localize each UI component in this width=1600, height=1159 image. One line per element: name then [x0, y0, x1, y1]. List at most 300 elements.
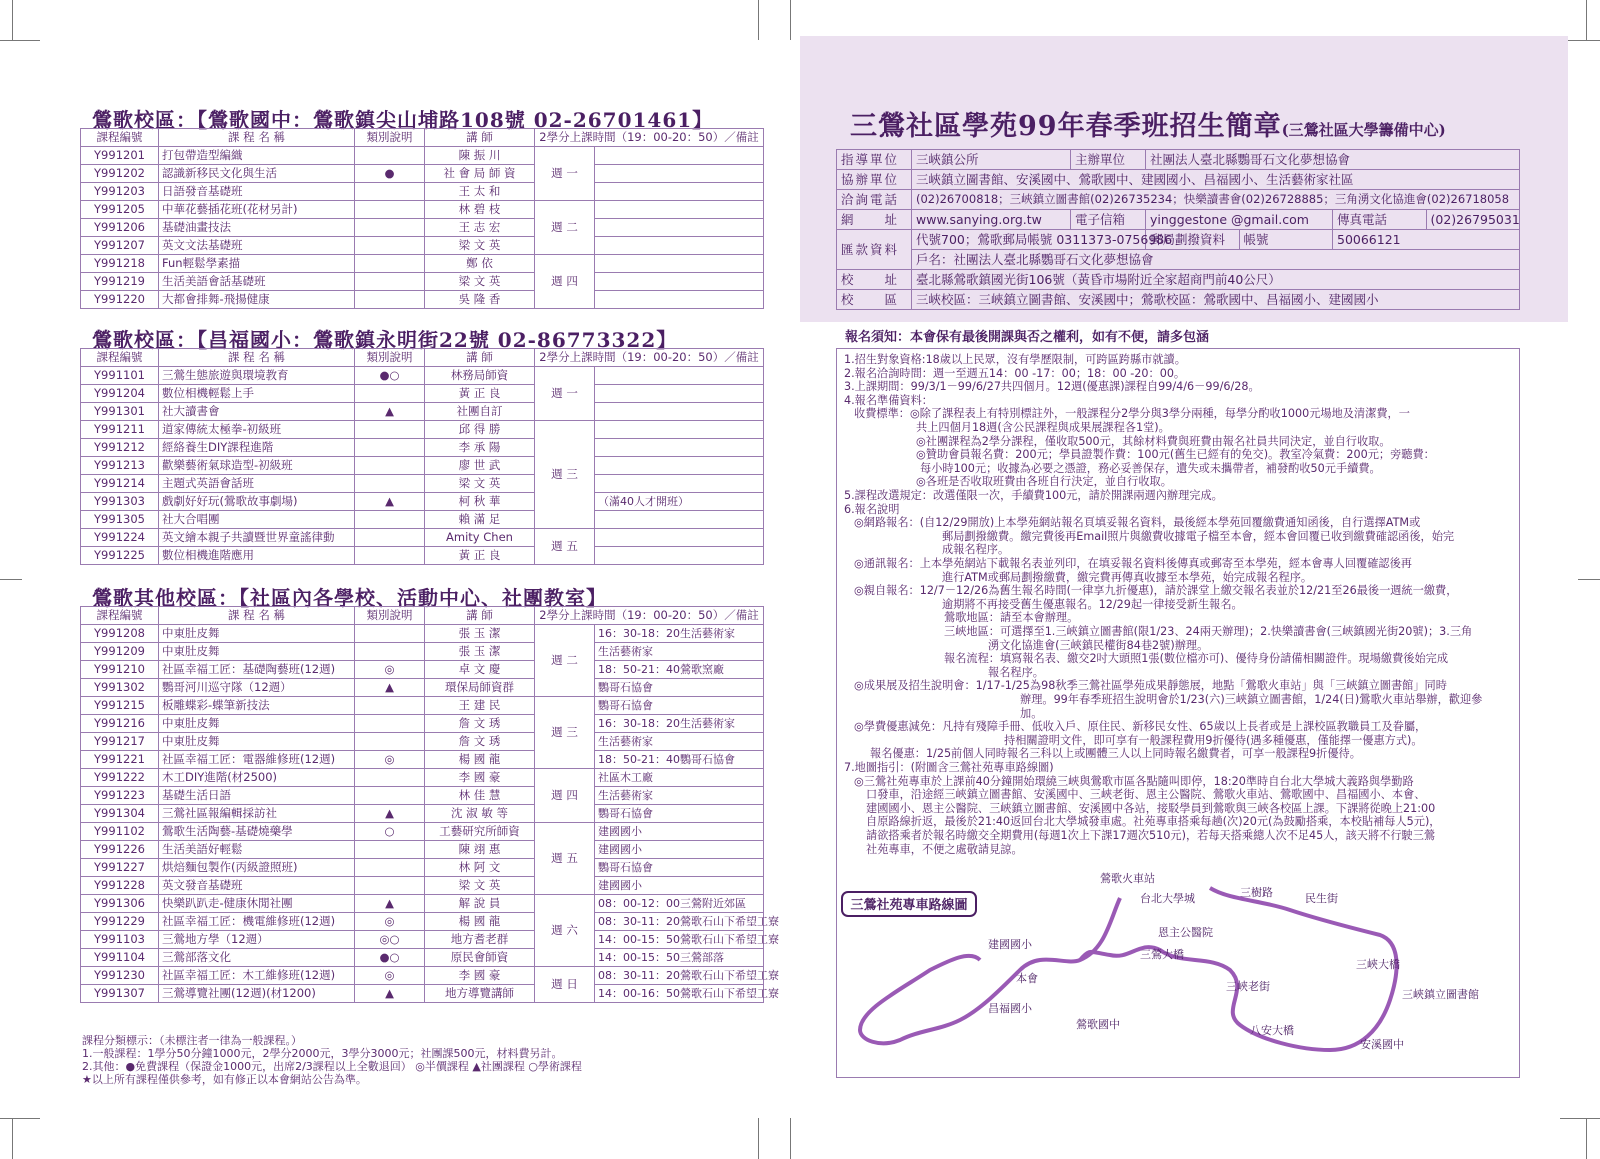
info-value: 臺北縣鶯歌鎮國光街106號（黃昏市場附近全家超商門前40公尺）: [912, 270, 1520, 290]
course-teacher: 李 國 豪: [425, 967, 535, 985]
table-row: [81, 511, 764, 529]
course-name: 生活美語會話基礎班: [159, 273, 355, 291]
course-table-changfu-elementary: [80, 348, 764, 565]
course-teacher: 王 太 和: [425, 183, 535, 201]
course-category: ●: [355, 165, 425, 183]
table-row: [81, 679, 764, 697]
course-teacher: 環保局師資群: [425, 679, 535, 697]
column-header: 類別說明: [355, 607, 425, 625]
table-row: [81, 165, 764, 183]
course-name: 戲劇好好玩(鶯歌故事劇場): [159, 493, 355, 511]
map-label: 本會: [1016, 972, 1038, 985]
course-teacher: 原民會師資: [425, 949, 535, 967]
section-title-other-campus: 鶯歌其他校區：【社區內各學校、活動中心、社團教室】: [92, 586, 607, 610]
course-name: 鸚哥河川巡守隊（12週）: [159, 679, 355, 697]
course-day: 週 三: [535, 697, 595, 769]
course-teacher: 卓 文 慶: [425, 661, 535, 679]
course-name: 木工DIY進階(材2500): [159, 769, 355, 787]
crop-mark: [1560, 1118, 1600, 1119]
table-row: [81, 841, 764, 859]
column-header: 2學分上課時間（19：00-20：50）／備註: [535, 349, 764, 367]
course-category: [355, 715, 425, 733]
course-note: [595, 385, 764, 403]
course-name: 中華花藝插花班(花材另計): [159, 201, 355, 219]
course-name: 打包帶造型編織: [159, 147, 355, 165]
course-name: 道家傳統太極拳-初級班: [159, 421, 355, 439]
course-table-yingge-junior-high: [80, 128, 764, 309]
table-row: [81, 859, 764, 877]
course-category: [355, 385, 425, 403]
course-note: 14：00-15：50鶯歌石山下希望工寮: [595, 931, 764, 949]
notice-line: ◎網路報名：(自12/29開放)上本學苑網站報名頁填妥報名資料，最後經本學苑回覆繳費通知函後，自行選擇ATM或: [854, 516, 1421, 530]
course-note: 建國國小: [595, 877, 764, 895]
map-label: 三峽老街: [1226, 980, 1270, 993]
notice-line: 建國國小、恩主公醫院、三峽鎮立圖書館、安溪國中各站，接駁學員到鶯歌與三峽各校區上課。下課將從晚上21:00: [866, 801, 1436, 815]
course-code: Y991303: [81, 493, 159, 511]
notice-line: 郵局劃撥繳費。繳完費後再Email照片與繳費收據電子檔至本會，經本會回覆已收到繳費確認函後，始完: [942, 529, 1455, 543]
map-label: 三峽鎮立圖書館: [1402, 988, 1479, 1001]
crop-mark: [12, 1118, 13, 1159]
course-code: Y991227: [81, 859, 159, 877]
course-name: 三鶯部落文化: [159, 949, 355, 967]
course-teacher: 鄭 依: [425, 255, 535, 273]
table-row: [81, 895, 764, 913]
course-name: 三鶯導覽社團(12週)(材1200): [159, 985, 355, 1003]
course-teacher: 陳 翊 惠: [425, 841, 535, 859]
course-name: 主題式英語會話班: [159, 475, 355, 493]
course-category: [355, 625, 425, 643]
course-name: 大都會排舞-飛揚健康: [159, 291, 355, 309]
course-teacher: 林 碧 枝: [425, 201, 535, 219]
crop-mark: [1578, 579, 1600, 580]
info-label: 主辦單位: [1071, 150, 1146, 170]
course-code: Y991103: [81, 931, 159, 949]
route-line: [1080, 888, 1397, 1050]
course-note: [595, 237, 764, 255]
course-teacher: 李 承 陽: [425, 439, 535, 457]
crop-mark: [758, 1118, 759, 1159]
table-row: [81, 291, 764, 309]
table-row: [81, 787, 764, 805]
course-note: 生活藝術家: [595, 787, 764, 805]
course-category: ▲: [355, 403, 425, 421]
course-category: [355, 697, 425, 715]
course-teacher: 社團自訂: [425, 403, 535, 421]
info-value: 三峽鎮立圖書館、安溪國中、鶯歌國中、建國國小、昌福國小、生活藝術家社區: [912, 170, 1520, 190]
course-code: Y991207: [81, 237, 159, 255]
course-teacher: 柯 秋 華: [425, 493, 535, 511]
course-code: Y991205: [81, 201, 159, 219]
course-code: Y991223: [81, 787, 159, 805]
course-category: [355, 733, 425, 751]
course-code: Y991305: [81, 511, 159, 529]
course-name: 中東肚皮舞: [159, 643, 355, 661]
course-category: [355, 183, 425, 201]
course-note: [595, 547, 764, 565]
table-row: [81, 661, 764, 679]
map-label: 三樹路: [1240, 886, 1273, 899]
footnote: 2.其他：●免費課程（保證金1000元，出席2/3課程以上全數退回） ◎半價課程 ▲社團課程 ○學術課程: [82, 1060, 582, 1073]
column-header: 課 程 名 稱: [159, 607, 355, 625]
column-header: 課程編號: [81, 349, 159, 367]
course-day: 週 三: [535, 421, 595, 529]
course-teacher: 梁 文 英: [425, 475, 535, 493]
notice-line: 2.報名洽詢時間：週一至週五14：00 -17：00；18：00 -20：00。: [844, 366, 1186, 380]
course-note: 建國國小: [595, 823, 764, 841]
course-code: Y991229: [81, 913, 159, 931]
course-code: Y991306: [81, 895, 159, 913]
course-name: 快樂趴趴走-健康休閒社團: [159, 895, 355, 913]
course-note: 生活藝術家: [595, 643, 764, 661]
course-note: [595, 165, 764, 183]
course-category: ▲: [355, 493, 425, 511]
course-note: [595, 439, 764, 457]
course-code: Y991218: [81, 255, 159, 273]
table-row: [81, 255, 764, 273]
info-table: [836, 149, 1520, 310]
course-name: Fun輕鬆學素描: [159, 255, 355, 273]
notice-line: 每小時100元；收據為必要之憑證，務必妥善保存，遺失或未攜帶者，補發酌收50元手續費。: [920, 461, 1381, 475]
course-code: Y991210: [81, 661, 159, 679]
table-row: [81, 385, 764, 403]
course-teacher: 林 佳 慧: [425, 787, 535, 805]
table-row: [81, 751, 764, 769]
course-note: [595, 457, 764, 475]
column-header: 課 程 名 稱: [159, 349, 355, 367]
notice-line: 加。: [1020, 706, 1043, 720]
course-name: 英文發音基礎班: [159, 877, 355, 895]
notice-line: 報名程序。: [988, 665, 1044, 679]
course-note: 14：00-16：50鶯歌石山下希望工寮: [595, 985, 764, 1003]
crop-mark: [790, 0, 791, 40]
notice-heading: 報名須知：本會保有最後開課與否之權利，如有不便，請多包涵: [845, 330, 1210, 345]
course-code: Y991213: [81, 457, 159, 475]
course-teacher: 林務局師資: [425, 367, 535, 385]
notice-line: ◎贊助會員報名費：200元；學員證製作費：100元(舊生已經有的免交)。教室冷氣費：200元；旁聽費：: [916, 448, 1435, 462]
course-code: Y991202: [81, 165, 159, 183]
crop-mark: [0, 1118, 40, 1119]
course-code: Y991104: [81, 949, 159, 967]
course-name: 英文繪本親子共讀暨世界童謠律動: [159, 529, 355, 547]
course-category: [355, 219, 425, 237]
notice-line: ◎親自報名：12/7－12/26為舊生報名時間(一律享九折優惠)，請於課堂上繳交報名表並於12/21至26最後一週統一繳費，: [854, 584, 1458, 598]
course-note: （滿40人才開班）: [595, 493, 764, 511]
course-day: 週 日: [535, 967, 595, 1003]
course-code: Y991222: [81, 769, 159, 787]
course-code: Y991301: [81, 403, 159, 421]
table-row: [81, 733, 764, 751]
map-label: 昌福國小: [988, 1002, 1032, 1015]
course-name: 三鶯生態旅遊與環境教育: [159, 367, 355, 385]
course-category: [355, 643, 425, 661]
course-category: ◎: [355, 913, 425, 931]
course-day: 週 四: [535, 255, 595, 309]
map-title: 三鶯社苑專車路線圖: [850, 898, 968, 913]
notice-line: 逾期將不再接受舊生優惠報名。12/29起一律接受新生報名。: [942, 597, 1243, 611]
course-teacher: 廖 世 武: [425, 457, 535, 475]
map-label: 台北大學城: [1140, 892, 1195, 905]
course-day: 週 二: [535, 625, 595, 697]
course-category: [355, 147, 425, 165]
course-name: 數位相機進階應用: [159, 547, 355, 565]
map-label: 恩主公醫院: [1158, 926, 1213, 939]
course-note: 生活藝術家: [595, 733, 764, 751]
map-label: 鶯歌火車站: [1100, 872, 1155, 885]
table-row: [81, 475, 764, 493]
map-label: 三峽大橋: [1356, 958, 1400, 971]
course-teacher: 楊 國 龍: [425, 913, 535, 931]
notice-line: 3.上課期間：99/3/1－99/6/27共四個月。12週(優惠課)課程自99/4/6－99/6/28。: [844, 380, 1260, 394]
course-code: Y991211: [81, 421, 159, 439]
course-category: [355, 201, 425, 219]
course-teacher: 邱 得 勝: [425, 421, 535, 439]
map-label: 建國國小: [988, 938, 1032, 951]
crop-mark: [0, 40, 40, 41]
course-note: 08：00-12：00三鶯附近郊區: [595, 895, 764, 913]
course-teacher: 王 建 民: [425, 697, 535, 715]
column-header: 2學分上課時間（19：00-20：50）／備註: [535, 607, 764, 625]
course-code: Y991307: [81, 985, 159, 1003]
table-row: [81, 457, 764, 475]
column-header: 課程編號: [81, 607, 159, 625]
email-address[interactable]: yinggestone @gmail.com: [1146, 210, 1333, 230]
course-name: 板雕蝶彩-蝶筆新技法: [159, 697, 355, 715]
course-note: [595, 511, 764, 529]
course-note: [595, 219, 764, 237]
course-code: Y991209: [81, 643, 159, 661]
course-code: Y991214: [81, 475, 159, 493]
section-title-changfu-elementary: 鶯歌校區：【昌福國小：鶯歌鎮永明街22號 02-86773322】: [92, 328, 678, 352]
notice-line: 1.招生對象資格:18歲以上民眾，沒有學歷限制，可跨區跨縣市就讀。: [844, 353, 1186, 366]
course-teacher: 楊 國 龍: [425, 751, 535, 769]
course-code: Y991224: [81, 529, 159, 547]
course-category: ▲: [355, 805, 425, 823]
course-name: 基礎生活日語: [159, 787, 355, 805]
info-value: 三峽校區：三峽鎮立圖書館、安溪國中；鶯歌校區：鶯歌國中、昌福國小、建國國小: [912, 290, 1520, 310]
course-note: 鸚哥石協會: [595, 679, 764, 697]
info-value: (02)26700818；三峽鎮立圖書館(02)26735234；快樂讀書會(02)26728885；三角湧文化協進會(02)26718058: [912, 190, 1520, 210]
website-url[interactable]: www.sanying.org.tw: [912, 210, 1071, 230]
course-note: 鸚哥石協會: [595, 859, 764, 877]
table-row: [81, 237, 764, 255]
course-category: ●○: [355, 367, 425, 385]
notice-line: 報名流程：填寫報名表、繳交2吋大頭照1張(數位檔亦可)、優待身份請備相關證件。現場繳費後始完成: [944, 652, 1449, 666]
table-row: [81, 967, 764, 985]
table-row: [81, 715, 764, 733]
notice-line: 自原路線折返，最後於21:40返回台北大學城發車處。社苑專車搭乘每趟(次)20元(為鼓勵搭乘，本校貼補每人5元)，: [866, 815, 1441, 829]
course-teacher: 陳 振 川: [425, 147, 535, 165]
course-note: [595, 183, 764, 201]
course-note: [595, 255, 764, 273]
table-row: [81, 805, 764, 823]
bus-route-map: [840, 872, 1516, 1072]
course-name: 社大讀書會: [159, 403, 355, 421]
table-row: [81, 643, 764, 661]
course-name: 鶯歌生活陶藝-基礎燒藥學: [159, 823, 355, 841]
notice-line: 7.地圖指引：(附圖含三鶯社苑專車路線圖): [844, 761, 1054, 774]
course-category: ●○: [355, 949, 425, 967]
table-row: [81, 547, 764, 565]
course-category: [355, 787, 425, 805]
info-label: 校 區: [837, 290, 912, 310]
notice-line: 進行ATM或郵局劃撥繳費，繳完費再傳真收據至本學苑，始完成報名程序。: [942, 570, 1313, 584]
crop-mark: [790, 1118, 791, 1159]
notice-line: 湧文化協進會(三峽鎮民權街84巷2號)辦理。: [988, 638, 1209, 652]
course-category: ◎: [355, 751, 425, 769]
table-row: [81, 147, 764, 165]
course-name: 歡樂藝術氣球造型-初級班: [159, 457, 355, 475]
course-name: 社區幸福工匠：木工維修班(12週): [159, 967, 355, 985]
notice-line: 收費標準：◎除了課程表上有特別標註外，一般課程分2學分與3學分兩種，每學分酌收1000元場地及清潔費，一: [854, 407, 1410, 421]
course-note: 08：30-11：20鶯歌石山下希望工寮: [595, 913, 764, 931]
course-teacher: 李 國 豪: [425, 769, 535, 787]
course-name: 生活美語好輕鬆: [159, 841, 355, 859]
course-teacher: 工藝研究所師資: [425, 823, 535, 841]
notice-line: ◎學費優惠減免：凡持有殘障手冊、低收入戶、原住民、新移民女性、65歲以上長者或是上課校區教職員工及眷屬，: [854, 720, 1427, 734]
course-teacher: 詹 文 琇: [425, 715, 535, 733]
course-teacher: 沈 淑 敏 等: [425, 805, 535, 823]
course-name: 經絡養生DIY課程進階: [159, 439, 355, 457]
table-row: [81, 219, 764, 237]
footnote: 1.一般課程：1學分50分鐘1000元，2學分2000元，3學分3000元；社團課500元，材料費另計。: [82, 1047, 563, 1060]
info-value: 三峽鎮公所: [912, 150, 1071, 170]
main-subtitle: (三鶯社區大學籌備中心): [1281, 121, 1446, 139]
table-row: [81, 949, 764, 967]
course-teacher: 賴 滿 足: [425, 511, 535, 529]
course-category: [355, 255, 425, 273]
notice-line: 報名優惠：1/25前個人同時報名三科以上或團體三人以上同時報名繳費者，可享一般課程9折優待。: [870, 747, 1361, 761]
table-row: [81, 931, 764, 949]
notice-line: 成報名程序。: [942, 543, 1010, 557]
course-code: Y991203: [81, 183, 159, 201]
course-note: [595, 147, 764, 165]
course-name: 社區幸福工匠：基礎陶藝班(12週): [159, 661, 355, 679]
notice-line: 持相關證明文件，即可享有一般課程費用9折優待(遇多種優惠，僅能擇一優惠方式)。: [1004, 733, 1423, 747]
course-category: [355, 859, 425, 877]
course-code: Y991304: [81, 805, 159, 823]
notice-line: 共上四個月18週(含公民課程與成果展課程各1堂)。: [916, 421, 1170, 434]
course-name: 中東肚皮舞: [159, 733, 355, 751]
info-label: 帳號: [1239, 230, 1333, 250]
course-teacher: 張 玉 潔: [425, 625, 535, 643]
course-teacher: 黃 正 良: [425, 385, 535, 403]
column-header: 類別說明: [355, 129, 425, 147]
course-note: 鸚哥石協會: [595, 805, 764, 823]
map-label: 三鶯大橋: [1140, 948, 1184, 961]
course-name: 英文文法基礎班: [159, 237, 355, 255]
table-row: [81, 439, 764, 457]
table-row: [81, 273, 764, 291]
table-row: [81, 493, 764, 511]
course-name: 中東肚皮舞: [159, 625, 355, 643]
course-code: Y991226: [81, 841, 159, 859]
course-category: [355, 547, 425, 565]
table-row: [81, 625, 764, 643]
course-teacher: 王 志 宏: [425, 219, 535, 237]
course-day: 週 一: [535, 367, 595, 421]
course-teacher: 社 會 局 師 資: [425, 165, 535, 183]
course-category: [355, 237, 425, 255]
course-teacher: 詹 文 琇: [425, 733, 535, 751]
course-category: [355, 877, 425, 895]
notice-line: 4.報名準備資料：: [844, 393, 933, 407]
course-teacher: 張 玉 潔: [425, 643, 535, 661]
info-value: 戶名：社團法人臺北縣鸚哥石文化夢想協會: [912, 250, 1520, 270]
crop-mark: [0, 579, 22, 580]
course-name: 基礎油畫技法: [159, 219, 355, 237]
table-row: [81, 421, 764, 439]
notice-line: 6.報名說明: [844, 502, 900, 516]
course-name: 社大合唱團: [159, 511, 355, 529]
course-teacher: 地方導覽講師: [425, 985, 535, 1003]
course-code: Y991217: [81, 733, 159, 751]
course-name: 數位相機輕鬆上手: [159, 385, 355, 403]
notice-line: 辦理。99年春季班招生說明會於1/23(六)三峽鎮立圖書館，1/24(日)鶯歌火車站舉辦，歡迎參: [1020, 693, 1483, 706]
course-category: ◎: [355, 661, 425, 679]
main-title: 三鶯社區學苑99年春季班招生簡章: [850, 111, 1282, 142]
course-category: [355, 273, 425, 291]
course-note: [595, 367, 764, 385]
table-row: [81, 183, 764, 201]
course-note: 08：30-11：20鶯歌石山下希望工寮: [595, 967, 764, 985]
table-row: [81, 823, 764, 841]
course-code: Y991219: [81, 273, 159, 291]
info-label: 校 址: [837, 270, 912, 290]
course-name: 社區幸福工匠：機電維修班(12週): [159, 913, 355, 931]
notice-line: 5.課程改選規定：改選僅限一次，手續費100元，請於開課兩週內辦理完成。: [844, 489, 1223, 502]
notice-line: ◎各班是否收取班費由各班自行決定，並自行收取。: [916, 475, 1172, 489]
course-day: 週 六: [535, 895, 595, 967]
course-name: 三鶯社區報編輯採訪社: [159, 805, 355, 823]
course-code: Y991102: [81, 823, 159, 841]
crop-mark: [758, 0, 759, 40]
course-teacher: 黃 正 良: [425, 547, 535, 565]
course-code: Y991215: [81, 697, 159, 715]
notice-line: 請欲搭乘者於報名時繳交全期費用(每週1次上下課17週次510元)，若每天搭乘總人次不足45人，該天將不行駛三鶯: [866, 829, 1436, 842]
course-code: Y991101: [81, 367, 159, 385]
column-header: 講 師: [425, 349, 535, 367]
column-header: 講 師: [425, 129, 535, 147]
course-name: 三鶯地方學（12週）: [159, 931, 355, 949]
crop-mark: [12, 0, 13, 40]
map-label: 鶯歌國中: [1076, 1018, 1120, 1031]
course-code: Y991225: [81, 547, 159, 565]
notice-line: ◎社團課程為2學分課程，僅收取500元，其餘材料費與班費由報名社員共同決定，並自行收取。: [916, 434, 1391, 448]
course-category: ◎○: [355, 931, 425, 949]
info-label: 電子信箱: [1071, 210, 1146, 230]
notice-line: 口發車，沿途經三峽鎮立圖書館、安溪國中、三峽老街、恩主公醫院、鶯歌火車站、鶯歌國中、昌福國小、本會、: [866, 788, 1426, 802]
notice-line: 鶯歌地區：請至本會辦理。: [944, 611, 1079, 625]
notice-line: ◎通訊報名：上本學苑網站下載報名表並列印，在填妥報名資料後傳真或郵寄至本學苑，經本會專人回覆確認後再: [854, 557, 1412, 570]
course-code: Y991230: [81, 967, 159, 985]
column-header: 課程編號: [81, 129, 159, 147]
course-teacher: 地方耆老群: [425, 931, 535, 949]
table-row: [81, 201, 764, 219]
course-name: 認識新移民文化與生活: [159, 165, 355, 183]
course-teacher: 解 說 員: [425, 895, 535, 913]
course-note: 18：50-21：40鶯歌窯廠: [595, 661, 764, 679]
course-note: 16：30-18：20生活藝術家: [595, 715, 764, 733]
table-row: [81, 985, 764, 1003]
info-label: 網 址: [837, 210, 912, 230]
course-code: Y991221: [81, 751, 159, 769]
course-note: [595, 291, 764, 309]
course-category: ◎: [355, 967, 425, 985]
column-header: 講 師: [425, 607, 535, 625]
crop-mark: [1586, 1118, 1587, 1159]
course-day: 週 五: [535, 823, 595, 895]
info-label: 匯款資料: [837, 230, 912, 270]
